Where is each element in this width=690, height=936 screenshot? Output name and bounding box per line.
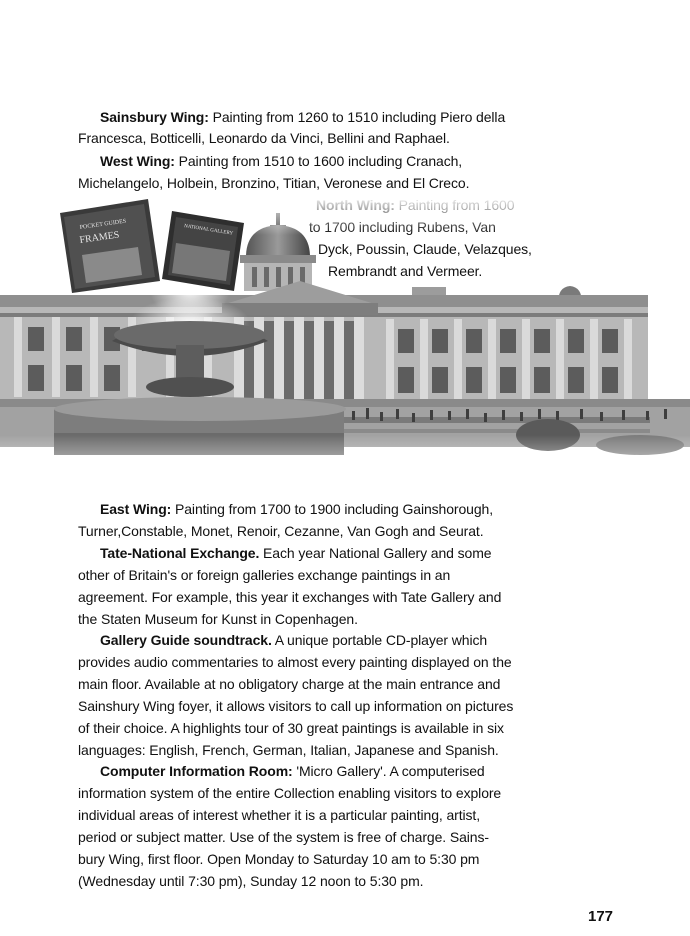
book-title-line-1: POCKET GUIDES [79, 218, 127, 231]
west-wing-heading: West Wing: [100, 153, 175, 169]
sainsbury-wing-line-1: Sainsbury Wing: Painting from 1260 to 1510 including Piero della [100, 109, 506, 125]
national-gallery-guide-book [162, 211, 244, 291]
gallery-guide-line-4: Sainshury Wing foyer, it allows visitors to call up information on pictures [78, 698, 514, 714]
pocket-guide-frames-book [60, 199, 160, 293]
computer-room-line-4: period or subject matter. Use of the system is free of charge. Sains- [78, 829, 489, 845]
computer-room-line-2: information system of the entire Collection enabling visitors to explore [78, 785, 502, 801]
gallery-guide-line-5: of their choice. A highlights tour of 30 great paintings is available in six [78, 720, 504, 736]
computer-room-heading: Computer Information Room: [100, 763, 293, 779]
computer-room-line-5: bury Wing, first floor. Open Monday to Saturday 10 am to 5:30 pm [78, 851, 480, 867]
west-wing-line-1: West Wing: Painting from 1510 to 1600 including Cranach, [100, 153, 463, 169]
computer-room-line-3: individual areas of interest whether it is a particular painting, artist, [78, 807, 481, 823]
tate-exchange-line-1: Tate-National Exchange. Each year National Gallery and some [100, 545, 492, 561]
page-number: 177 [588, 908, 614, 925]
book2-title: NATIONAL GALLERY [183, 224, 234, 237]
gallery-guide-heading: Gallery Guide soundtrack. [100, 632, 272, 648]
tate-exchange-heading: Tate-National Exchange. [100, 545, 260, 561]
east-wing-line-1: East Wing: Painting from 1700 to 1900 including Gainshorough, [100, 501, 494, 517]
gallery-guide-line-3: main floor. Available at no obligatory charge at the main entrance and [78, 676, 501, 692]
north-wing-line-4: Rembrandt and Vermeer. [328, 263, 483, 279]
gallery-facade [0, 281, 690, 415]
computer-room-line-6: (Wednesday until 7:30 pm), Sunday 12 noon to 5:30 pm. [78, 873, 424, 889]
gallery-guide-line-1: Gallery Guide soundtrack. A unique portable CD-player which [100, 632, 488, 648]
sainsbury-wing-heading: Sainsbury Wing: [100, 109, 209, 125]
computer-room-line-1: Computer Information Room: 'Micro Gallery'. A computerised [100, 763, 485, 779]
gallery-guide-line-6: languages: English, French, German, Italian, Japanese and Spanish. [78, 742, 499, 758]
sainsbury-wing-line-2: Francesca, Botticelli, Leonardo da Vinci, Bellini and Raphael. [78, 130, 450, 146]
tate-exchange-line-3: agreement. For example, this year it exchanges with Tate Gallery and [78, 589, 502, 605]
west-wing-line-2: Michelangelo, Holbein, Bronzino, Titian, Veronese and El Creco. [78, 175, 470, 191]
tate-exchange-line-4: the Staten Museum for Kunst in Copenhagen. [78, 611, 358, 627]
east-wing-heading: East Wing: [100, 501, 172, 517]
tate-exchange-line-2: other of Britain's or foreign galleries exchange paintings in an [78, 567, 451, 583]
book-title-line-2: FRAMES [78, 229, 121, 246]
gallery-guide-line-2: provides audio commentaries to almost every painting displayed on the [78, 654, 512, 670]
north-wing-line-3: Dyck, Poussin, Claude, Velazques, [318, 241, 532, 257]
east-wing-line-2: Turner,Constable, Monet, Renoir, Cezanne, Van Gogh and Seurat. [78, 523, 484, 539]
